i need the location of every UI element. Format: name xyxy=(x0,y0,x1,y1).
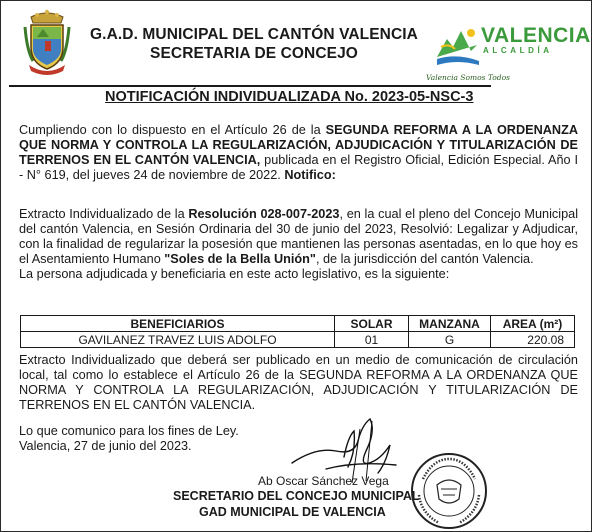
brand-slogan: Valencia Somos Todos xyxy=(426,73,510,82)
signer-organization: GAD MUNICIPAL DE VALENCIA xyxy=(199,505,386,519)
resolution-paragraph xyxy=(19,207,578,282)
signer-role: SECRETARIO DEL CONCEJO MUNICIPAL xyxy=(173,489,420,503)
resolution-number: Resolución 028-007-2023 xyxy=(188,207,340,221)
settlement-name: "Soles de la Bella Unión" xyxy=(164,252,316,266)
cell-beneficiary: GAVILANEZ TRAVEZ LUIS ADOLFO xyxy=(21,332,335,348)
table-row xyxy=(21,332,575,348)
intro-text-2: publicada en el Registro Oficial, Edición Especial. Año I - N° 619, del jueves 24 de noviembre de 2022. xyxy=(19,153,579,182)
brand-name: VALENCIA xyxy=(481,24,591,47)
institution-title: G.A.D. MUNICIPAL DEL CANTÓN VALENCIA xyxy=(90,26,418,43)
resolution-text-2: , en la cual el pleno del Concejo Municipal del cantón Valencia, en Sesión Ordinaria del 30 de junio del 2023, Resolvió: Legalizar y Adjudicar, con la finalidad de regularizar la posesión que mantienen las personas asentadas, en lo que hoy es el Asentamiento Humano xyxy=(19,207,579,266)
department-title: SECRETARIA DE CONCEJO xyxy=(150,45,358,62)
signer-name: Ab Oscar Sánchez Vega xyxy=(258,474,389,488)
notifico-label: Notifico: xyxy=(284,168,336,182)
col-header-beneficiarios: BENEFICIARIOS xyxy=(21,316,335,332)
resolution-text-1: Extracto Individualizado de la xyxy=(19,207,189,221)
cell-solar: 01 xyxy=(335,332,409,348)
beneficiary-intro: La persona adjudicada y beneficiaria en este acto legislativo, es la siguiente: xyxy=(19,267,450,281)
notification-title: NOTIFICACIÓN INDIVIDUALIZADA No. 2023-05-NSC-3 xyxy=(105,89,474,105)
closing-line: Lo que comunico para los fines de Ley. xyxy=(19,424,239,438)
cell-manzana: G xyxy=(409,332,491,348)
municipal-coat-of-arms-icon xyxy=(23,7,71,79)
publication-paragraph: Extracto Individualizado que deberá ser publicado en un medio de comunicación de circulación local, tal como lo establece el Artículo 26 de la SEGUNDA REFORMA A LA ORDENANZA QUE NORMA Y CONTROLA LA REGULARIZACIÓN, ADJUDICACIÓN Y TITULARIZACIÓN DE TERRENOS EN EL CANTÓN VALENCIA. xyxy=(19,353,578,412)
cell-area: 220.08 xyxy=(491,332,575,348)
brand-subtitle: ALCALDÍA xyxy=(483,46,553,55)
col-header-solar: SOLAR xyxy=(335,316,409,332)
table-header-row xyxy=(21,316,575,332)
intro-paragraph xyxy=(19,123,578,183)
resolution-text-3: , de la jurisdicción del cantón Valencia. xyxy=(315,252,534,266)
intro-text-1: Cumpliendo con lo dispuesto en el Artículo 26 de la xyxy=(19,123,326,137)
header-divider xyxy=(9,85,491,87)
date-line: Valencia, 27 de junio del 2023. xyxy=(19,439,192,453)
ordinance-name: SEGUNDA REFORMA A LA ORDENANZA QUE NORMA Y CONTROLA LA REGULARIZACIÓN, ADJUDICACIÓN Y TITULARIZACIÓN DE TERRENOS EN EL CANTÓN VALENCIA, xyxy=(19,123,578,167)
official-round-stamp-icon xyxy=(409,451,489,531)
col-header-area: AREA (m²) xyxy=(491,316,575,332)
beneficiaries-table xyxy=(20,315,575,348)
col-header-manzana: MANZANA xyxy=(409,316,491,332)
